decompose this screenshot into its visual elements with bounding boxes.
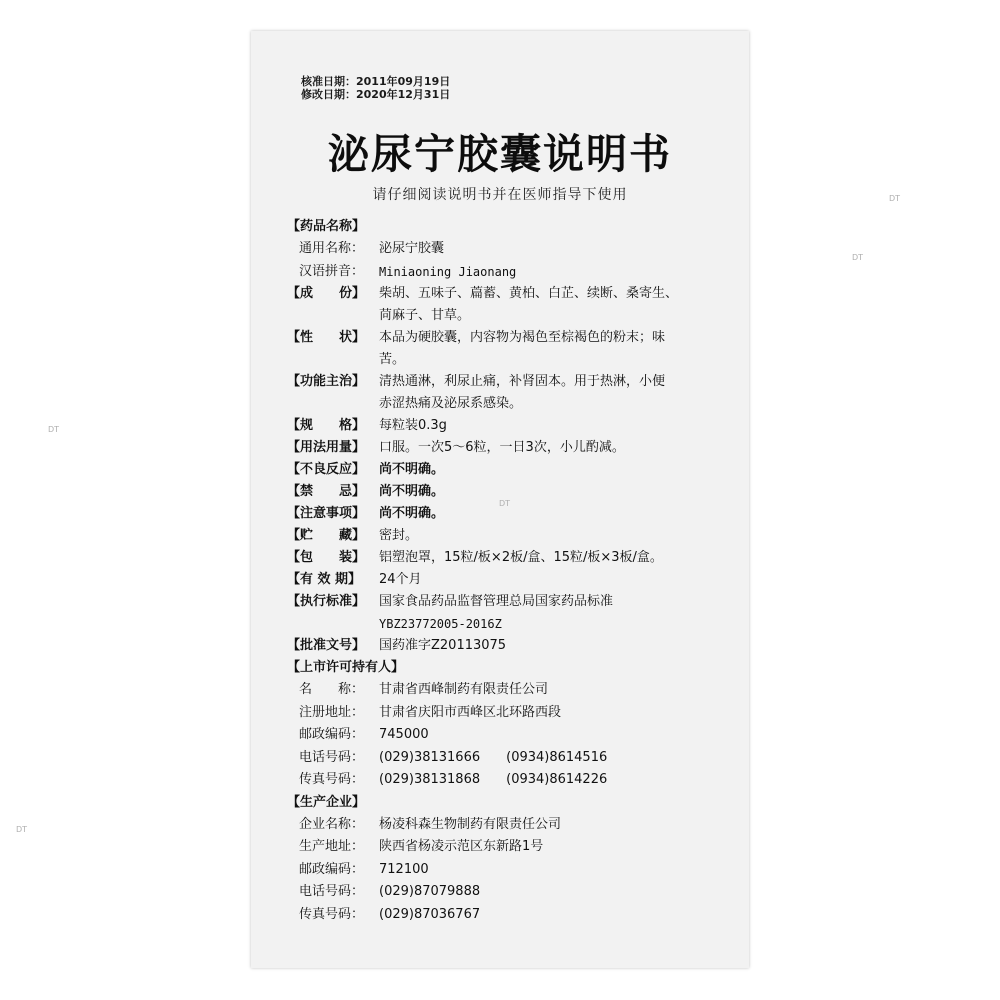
- generic-name-label: 通用名称：: [299, 241, 365, 256]
- properties-row: [287, 327, 737, 349]
- indications-row: [287, 371, 737, 393]
- specification-row: [287, 415, 737, 437]
- approval-value: 国药准字Z20113075: [379, 638, 507, 653]
- adverse-label: 【不良反应】: [287, 462, 366, 477]
- standard-label: 【执行标准】: [287, 594, 366, 609]
- manufacturer-phone-row: [287, 881, 737, 904]
- page-subtitle: 请仔细阅读说明书并在医师指导下使用: [372, 187, 628, 203]
- manufacturer-postal-value: 712100: [379, 861, 429, 877]
- properties-value: 本品为硬胶囊，内容物为褐色至棕褐色的粉末；味: [379, 330, 666, 345]
- holder-fax-value-1: (029)38131868: [379, 772, 481, 787]
- manufacturer-fax-label: 传真号码：: [299, 906, 365, 922]
- watermark: DT: [499, 499, 511, 508]
- storage-label: 【贮 藏】: [287, 528, 366, 543]
- pinyin-row: [287, 261, 737, 284]
- storage-row: [287, 525, 737, 547]
- adverse-value: 尚不明确。: [379, 462, 445, 477]
- packaging-row: [287, 547, 737, 569]
- holder-postal-value: 745000: [379, 727, 429, 742]
- approval-date: 核准日期：2011年09月19日: [301, 75, 451, 88]
- revision-date: 修改日期：2020年12月31日: [301, 88, 451, 101]
- holder-fax-values: [379, 769, 737, 792]
- specification-value: 每粒装0.3g: [379, 418, 447, 433]
- holder-phone-values: [379, 747, 737, 770]
- watermark: DT: [48, 425, 60, 434]
- usage-label: 【用法用量】: [287, 440, 366, 455]
- indications-label: 【功能主治】: [287, 374, 366, 389]
- contraindications-value: 尚不明确。: [379, 484, 445, 499]
- validity-row: [287, 569, 737, 591]
- generic-name-value: 泌尿宁胶囊: [379, 241, 445, 256]
- holder-fax-label: 传真号码：: [299, 772, 365, 787]
- indications-value: 清热通淋，利尿止痛，补肾固本。用于热淋，小便: [379, 374, 666, 389]
- usage-value: 口服。一次5～6粒，一日3次，小儿酌减。: [379, 440, 625, 455]
- holder-postal-label: 邮政编码：: [299, 727, 365, 742]
- storage-value: 密封。: [379, 528, 419, 543]
- holder-phone-value-2: (0934)8614516: [506, 749, 608, 765]
- manufacturer-name-value: 杨凌科森生物制药有限责任公司: [379, 816, 562, 832]
- holder-fax-row: [287, 769, 737, 792]
- manufacturer-postal-row: [287, 859, 737, 882]
- specification-label: 【规 格】: [287, 418, 366, 433]
- ingredients-value: 柴胡、五味子、萹蓄、黄柏、白芷、续断、桑寄生、: [379, 286, 679, 301]
- section-drug-name: 【药品名称】: [287, 219, 366, 234]
- validity-value: 24个月: [379, 572, 422, 587]
- generic-name-row: [287, 238, 737, 261]
- section-manufacturer: 【生产企业】: [287, 794, 366, 810]
- manufacturer-phone-label: 电话号码：: [299, 884, 365, 899]
- holder-phone-row: [287, 747, 737, 770]
- holder-address-row: [287, 702, 737, 725]
- manufacturer-address-value: 陕西省杨凌示范区东新路1号: [379, 839, 544, 854]
- section-holder: 【上市许可持有人】: [287, 660, 405, 675]
- standard-continued: YBZ23772005-2016Z: [379, 617, 502, 631]
- adverse-row: [287, 459, 737, 481]
- date-block: [301, 75, 450, 101]
- holder-fax-value-2: (0934)8614226: [506, 772, 608, 787]
- contraindications-label: 【禁 忌】: [287, 484, 366, 499]
- manufacturer-fax-row: [287, 904, 737, 927]
- precautions-label: 【注意事项】: [287, 506, 366, 521]
- watermark: DT: [16, 825, 28, 834]
- leaflet-content: [287, 216, 737, 926]
- packaging-label: 【包 装】: [287, 550, 366, 565]
- manufacturer-phone-value: (029)87079888: [379, 884, 481, 899]
- approval-row: [287, 635, 737, 657]
- ingredients-row: [287, 283, 737, 305]
- approval-label: 【批准文号】: [287, 638, 366, 653]
- holder-phone-value-1: (029)38131666: [379, 749, 481, 765]
- holder-name-row: [287, 679, 737, 702]
- precautions-value: 尚不明确。: [379, 506, 445, 521]
- manufacturer-address-row: [287, 836, 737, 859]
- holder-name-value: 甘肃省西峰制药有限责任公司: [379, 682, 549, 697]
- validity-label: 【有 效 期】: [287, 572, 362, 587]
- properties-continued: 苦。: [379, 352, 406, 367]
- holder-address-value: 甘肃省庆阳市西峰区北环路西段: [379, 704, 562, 720]
- pinyin-label: 汉语拼音：: [299, 263, 365, 279]
- manufacturer-name-label: 企业名称：: [299, 816, 365, 832]
- manufacturer-postal-label: 邮政编码：: [299, 861, 365, 877]
- packaging-value: 铝塑泡罩，15粒/板×2板/盒、15粒/板×3板/盒。: [379, 550, 663, 565]
- holder-address-label: 注册地址：: [299, 704, 365, 720]
- ingredients-continued: 苘麻子、甘草。: [379, 308, 471, 323]
- usage-row: [287, 437, 737, 459]
- indications-continued: 赤涩热痛及泌尿系感染。: [379, 396, 523, 411]
- watermark: DT: [889, 194, 901, 203]
- precautions-row: [287, 503, 737, 525]
- manufacturer-name-row: [287, 814, 737, 837]
- watermark: DT: [852, 253, 864, 262]
- holder-postal-row: [287, 724, 737, 747]
- manufacturer-fax-value: (029)87036767: [379, 906, 481, 922]
- standard-value: 国家食品药品监督管理总局国家药品标准: [379, 594, 614, 609]
- ingredients-label: 【成 份】: [287, 286, 366, 301]
- manufacturer-address-label: 生产地址：: [299, 839, 365, 854]
- holder-phone-label: 电话号码：: [299, 749, 365, 765]
- holder-name-label: 名 称：: [299, 682, 365, 697]
- pinyin-value: Miniaoning Jiaonang: [379, 264, 517, 279]
- standard-row: [287, 591, 737, 613]
- properties-label: 【性 状】: [287, 330, 366, 345]
- page-title: 泌尿宁胶囊说明书: [328, 130, 672, 178]
- contraindications-row: [287, 481, 737, 503]
